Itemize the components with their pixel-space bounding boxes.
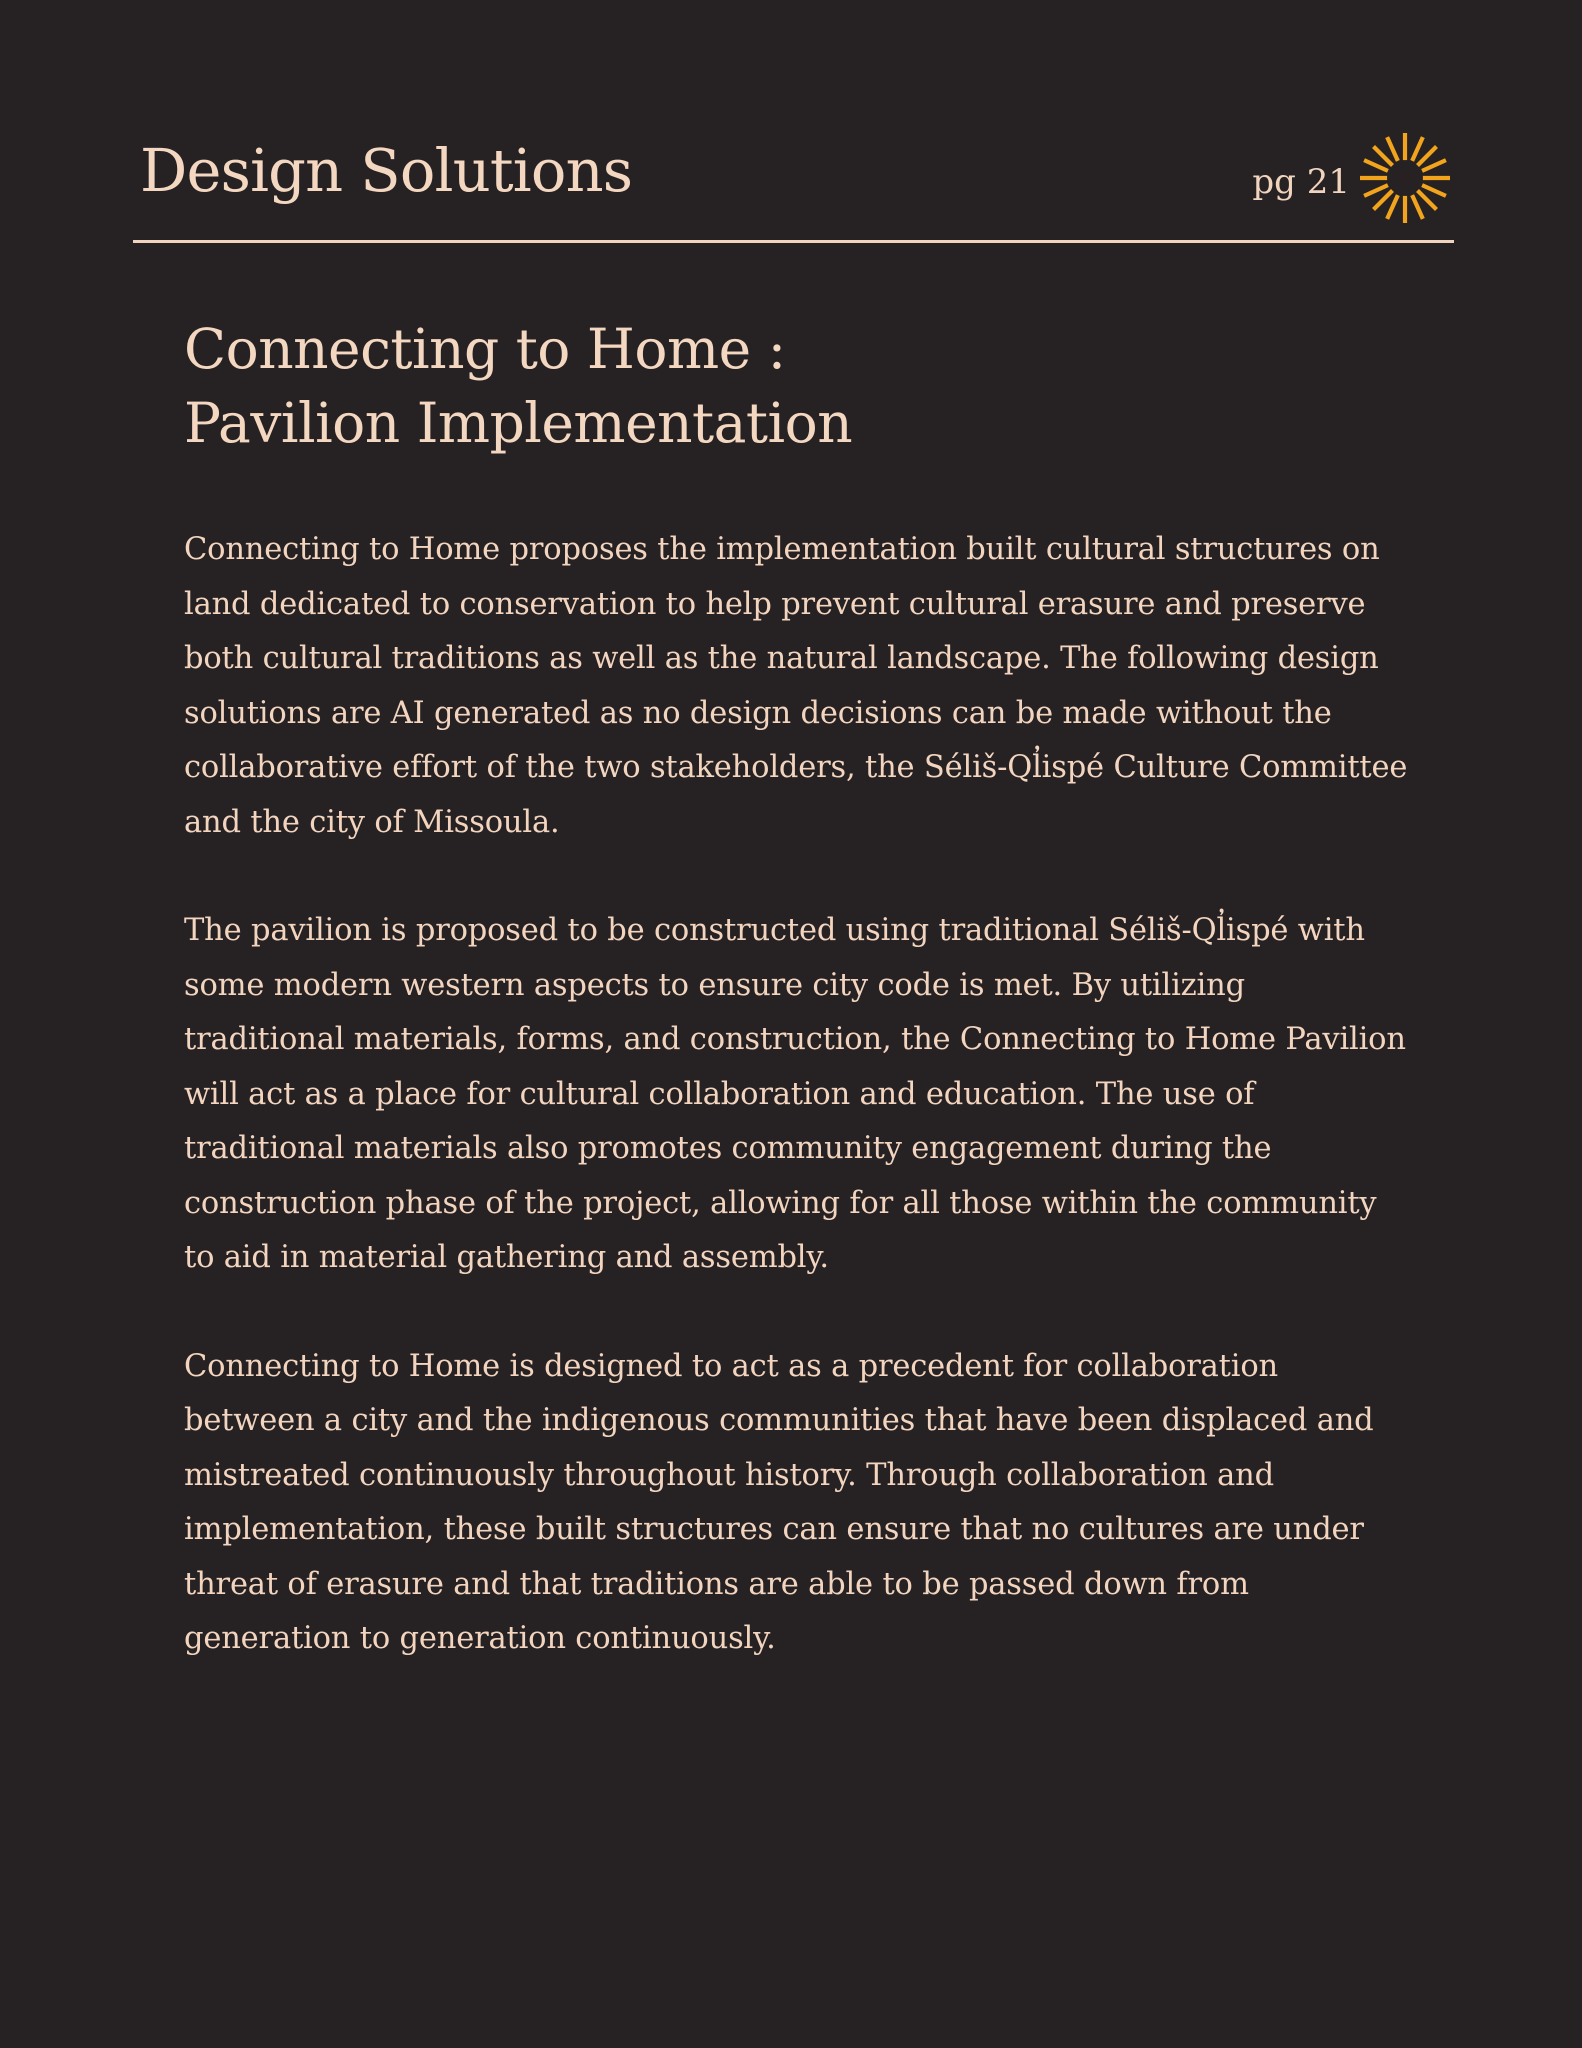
body-copy bbox=[184, 523, 1409, 1667]
title-line-1: Connecting to Home : bbox=[184, 317, 786, 381]
paragraph-introduction: Connecting to Home proposes the implementation built cultural structures on land dedicated to conservation to help prevent cultural erasure and preserve both cultural traditions as well as the natural landscape. The following design solutions are AI generated as no design decisions can be made without the collaborative effort of the two stakeholders, the Séliš-Ql̓ispé Culture Committee and the city of Missoula. bbox=[184, 532, 1408, 840]
page-header bbox=[133, 125, 1454, 243]
section-title: Design Solutions bbox=[140, 136, 633, 205]
content-title bbox=[184, 312, 1409, 460]
paragraph-collaboration-precedent: Connecting to Home is designed to act as a precedent for collaboration between a city and the indigenous communities that have been displaced and mistreated continuously throughout history. Through collaboration and implementation, these built structures can ensure that no cultures are under threat of erasure and that traditions are able to be passed down from generation to generation continuously. bbox=[184, 1348, 1374, 1656]
paragraph-pavilion-construction: The pavilion is proposed to be constructed using traditional Séliš-Ql̓ispé with some modern western aspects to ensure city code is met. By utilizing traditional materials, forms, and construction, the Connecting to Home Pavilion will act as a place for cultural collaboration and education. The use of traditional materials also promotes community engagement during the construction phase of the project, allowing for all those within the community to aid in material gathering and assembly. bbox=[184, 913, 1406, 1275]
page-number: pg 21 bbox=[1252, 162, 1350, 202]
main-content bbox=[184, 312, 1409, 1667]
sunburst-icon bbox=[1360, 133, 1450, 223]
title-line-2: Pavilion Implementation bbox=[184, 391, 853, 455]
